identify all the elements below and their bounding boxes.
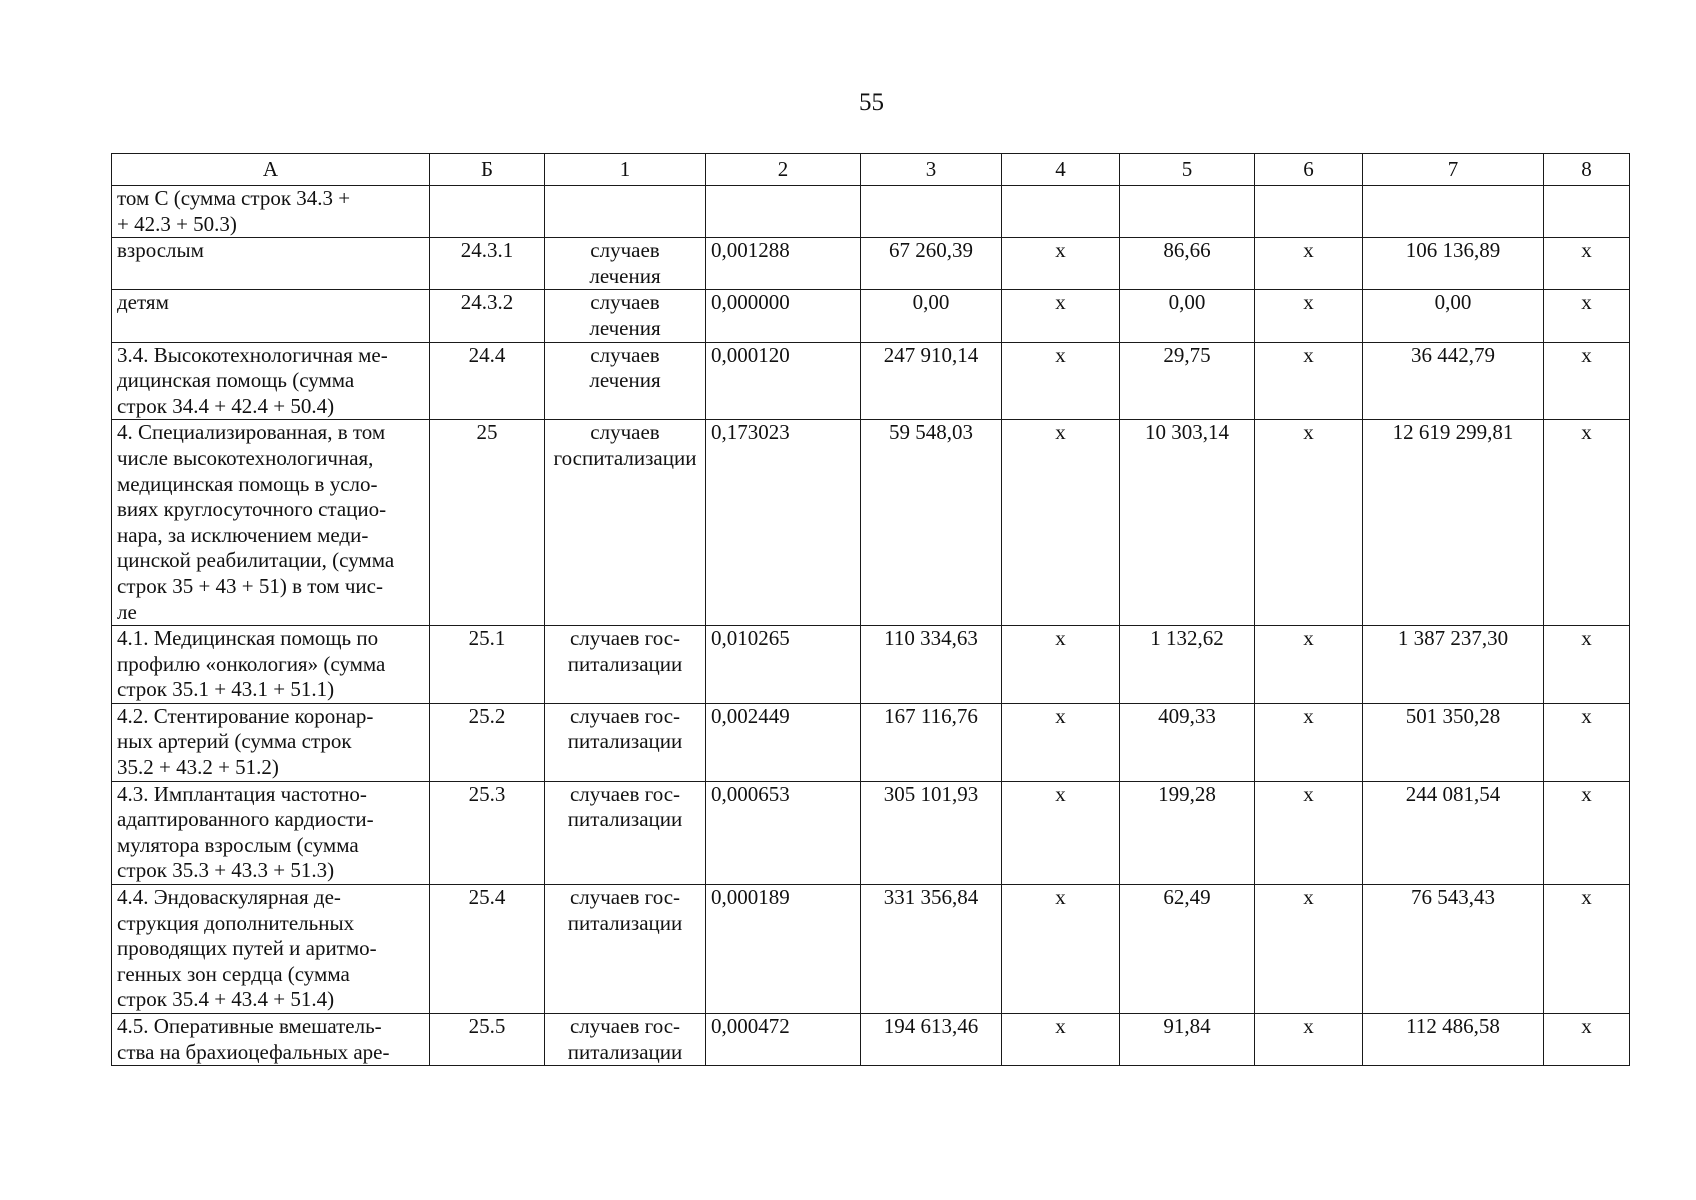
cell-line: х bbox=[1303, 290, 1314, 315]
cell-c7 bbox=[1363, 781, 1544, 884]
data-table bbox=[111, 153, 1630, 1066]
cell-c1 bbox=[545, 420, 706, 626]
cell-line: лечения bbox=[589, 263, 661, 288]
cell-c8 bbox=[1544, 885, 1630, 1014]
cell-line: адаптированного кардиости- bbox=[117, 807, 374, 832]
cell-c1 bbox=[545, 703, 706, 781]
cell-c2 bbox=[706, 342, 861, 420]
cell-line: 247 910,14 bbox=[883, 342, 979, 367]
cell-c8 bbox=[1544, 626, 1630, 704]
cell-line: случаев гос- bbox=[569, 781, 681, 806]
cell-c6 bbox=[1255, 703, 1363, 781]
cell-line: х bbox=[1581, 290, 1592, 315]
cell-line: питализации bbox=[567, 910, 683, 935]
cell-line: 305 101,93 bbox=[883, 781, 979, 806]
cell-line: х bbox=[1055, 342, 1066, 367]
cell-line: х bbox=[1055, 420, 1066, 445]
cell-c4 bbox=[1002, 186, 1120, 238]
cell-c2 bbox=[706, 885, 861, 1014]
cell-c6 bbox=[1255, 885, 1363, 1014]
cell-c5 bbox=[1120, 1014, 1255, 1066]
header-row bbox=[112, 154, 1630, 186]
cell-line: 112 486,58 bbox=[1406, 1014, 1500, 1038]
cell-line: 199,28 bbox=[1158, 781, 1216, 806]
cell-line: 0,010265 bbox=[711, 626, 790, 651]
cell-line: мулятора взрослым (сумма bbox=[117, 832, 359, 857]
cell-c8 bbox=[1544, 703, 1630, 781]
cell-line: случаев bbox=[590, 420, 660, 445]
cell-line: дицинская помощь (сумма bbox=[117, 368, 355, 393]
cell-line: х bbox=[1581, 885, 1592, 910]
cell-c2 bbox=[706, 1014, 861, 1066]
cell-line: 0,00 bbox=[1434, 290, 1472, 315]
cell-c1 bbox=[545, 1014, 706, 1066]
cell-line: 76 543,43 bbox=[1411, 885, 1495, 910]
cell-b bbox=[430, 626, 545, 704]
cell-a bbox=[112, 1014, 430, 1066]
cell-line: питализации bbox=[567, 807, 683, 832]
cell-c7 bbox=[1363, 626, 1544, 704]
column-header-1: 1 bbox=[545, 154, 706, 186]
cell-c3 bbox=[861, 186, 1002, 238]
cell-c3 bbox=[861, 290, 1002, 342]
cell-c6 bbox=[1255, 1014, 1363, 1066]
cell-a bbox=[112, 885, 430, 1014]
table-body bbox=[112, 186, 1630, 1066]
cell-line: питализации bbox=[567, 651, 683, 676]
cell-line: 1 387 237,30 bbox=[1397, 626, 1509, 651]
cell-line: х bbox=[1303, 885, 1314, 910]
cell-line: 0,00 bbox=[1168, 290, 1206, 315]
cell-c2 bbox=[706, 290, 861, 342]
cell-line: х bbox=[1055, 885, 1066, 910]
cell-line: взрослым bbox=[117, 238, 204, 263]
cell-line: х bbox=[1055, 781, 1066, 806]
cell-c2 bbox=[706, 238, 861, 290]
cell-a bbox=[112, 238, 430, 290]
cell-line: 0,000653 bbox=[711, 781, 790, 806]
cell-line: х bbox=[1303, 781, 1314, 806]
cell-b bbox=[430, 238, 545, 290]
cell-line: питализации bbox=[567, 1039, 683, 1064]
cell-c5 bbox=[1120, 238, 1255, 290]
cell-line: случаев гос- bbox=[569, 626, 681, 651]
cell-line: 24.3.2 bbox=[460, 290, 514, 315]
cell-line: х bbox=[1055, 1014, 1066, 1038]
table-row bbox=[112, 626, 1630, 704]
cell-line: х bbox=[1303, 342, 1314, 367]
cell-c1 bbox=[545, 342, 706, 420]
cell-c3 bbox=[861, 342, 1002, 420]
cell-c3 bbox=[861, 626, 1002, 704]
cell-line: 4.3. Имплантация частотно- bbox=[117, 781, 367, 806]
cell-c1 bbox=[545, 290, 706, 342]
cell-c7 bbox=[1363, 420, 1544, 626]
cell-line: детям bbox=[117, 290, 169, 315]
cell-line: х bbox=[1055, 290, 1066, 315]
cell-line: 91,84 bbox=[1163, 1014, 1211, 1038]
cell-line: строк 35.4 + 43.4 + 51.4) bbox=[117, 987, 335, 1012]
cell-line: лечения bbox=[589, 368, 661, 393]
cell-line: 4. Специализированная, в том bbox=[117, 420, 386, 445]
column-header-7: 7 bbox=[1363, 154, 1544, 186]
cell-c5 bbox=[1120, 290, 1255, 342]
column-header-5: 5 bbox=[1120, 154, 1255, 186]
cell-line: 331 356,84 bbox=[883, 885, 979, 910]
cell-c6 bbox=[1255, 420, 1363, 626]
cell-line: случаев bbox=[590, 290, 660, 315]
cell-line: х bbox=[1581, 420, 1592, 445]
cell-line: случаев гос- bbox=[569, 703, 681, 728]
cell-c6 bbox=[1255, 186, 1363, 238]
cell-line: 110 334,63 bbox=[884, 626, 978, 651]
cell-line: медицинская помощь в усло- bbox=[117, 471, 378, 496]
cell-b bbox=[430, 781, 545, 884]
cell-line: виях круглосуточного стацио- bbox=[117, 497, 387, 522]
cell-c7 bbox=[1363, 1014, 1544, 1066]
cell-line: числе высокотехнологичная, bbox=[117, 445, 374, 470]
cell-line: 194 613,46 bbox=[883, 1014, 979, 1038]
cell-c5 bbox=[1120, 703, 1255, 781]
cell-c3 bbox=[861, 885, 1002, 1014]
cell-c4 bbox=[1002, 781, 1120, 884]
cell-line: 25.1 bbox=[468, 626, 506, 651]
cell-line: х bbox=[1055, 238, 1066, 263]
cell-line: х bbox=[1581, 703, 1592, 728]
cell-c5 bbox=[1120, 626, 1255, 704]
cell-b bbox=[430, 186, 545, 238]
cell-line: нара, за исключением меди- bbox=[117, 522, 369, 547]
cell-line: случаев bbox=[590, 342, 660, 367]
cell-c5 bbox=[1120, 186, 1255, 238]
cell-line: х bbox=[1581, 781, 1592, 806]
cell-c4 bbox=[1002, 703, 1120, 781]
cell-line: 0,000000 bbox=[711, 290, 790, 315]
cell-line: 3.4. Высокотехнологичная ме- bbox=[117, 342, 388, 367]
table-row bbox=[112, 342, 1630, 420]
cell-line: том С (сумма строк 34.3 + bbox=[117, 186, 351, 210]
cell-line: 244 081,54 bbox=[1405, 781, 1501, 806]
cell-c8 bbox=[1544, 238, 1630, 290]
cell-line: 0,000189 bbox=[711, 885, 790, 910]
cell-c6 bbox=[1255, 626, 1363, 704]
cell-line: 86,66 bbox=[1163, 238, 1211, 263]
cell-c5 bbox=[1120, 342, 1255, 420]
cell-c4 bbox=[1002, 885, 1120, 1014]
cell-line: 0,002449 bbox=[711, 703, 790, 728]
cell-c1 bbox=[545, 885, 706, 1014]
cell-line: 24.4 bbox=[468, 342, 506, 367]
column-header-4: 4 bbox=[1002, 154, 1120, 186]
cell-line: 25.2 bbox=[468, 703, 506, 728]
cell-line: генных зон сердца (сумма bbox=[117, 961, 350, 986]
cell-line: 35.2 + 43.2 + 51.2) bbox=[117, 755, 279, 780]
cell-c4 bbox=[1002, 342, 1120, 420]
cell-a bbox=[112, 626, 430, 704]
cell-line: х bbox=[1303, 626, 1314, 651]
cell-c3 bbox=[861, 420, 1002, 626]
cell-line: проводящих путей и аритмо- bbox=[117, 936, 377, 961]
cell-line: х bbox=[1303, 238, 1314, 263]
cell-line: х bbox=[1581, 626, 1592, 651]
cell-c2 bbox=[706, 420, 861, 626]
table-row bbox=[112, 1014, 1630, 1066]
cell-line: 24.3.1 bbox=[460, 238, 514, 263]
cell-line: 501 350,28 bbox=[1405, 703, 1501, 728]
cell-line: х bbox=[1581, 342, 1592, 367]
cell-line: 29,75 bbox=[1163, 342, 1211, 367]
cell-a bbox=[112, 703, 430, 781]
cell-line: 62,49 bbox=[1163, 885, 1211, 910]
cell-c5 bbox=[1120, 885, 1255, 1014]
cell-b bbox=[430, 290, 545, 342]
cell-c8 bbox=[1544, 420, 1630, 626]
cell-line: профилю «онкология» (сумма bbox=[117, 651, 386, 676]
table-row bbox=[112, 703, 1630, 781]
cell-line: случаев гос- bbox=[569, 1014, 681, 1038]
cell-line: х bbox=[1055, 703, 1066, 728]
cell-c4 bbox=[1002, 1014, 1120, 1066]
cell-c6 bbox=[1255, 781, 1363, 884]
cell-b bbox=[430, 1014, 545, 1066]
cell-c7 bbox=[1363, 703, 1544, 781]
cell-c3 bbox=[861, 1014, 1002, 1066]
cell-c1 bbox=[545, 626, 706, 704]
cell-line: 0,00 bbox=[912, 290, 950, 315]
cell-c7 bbox=[1363, 186, 1544, 238]
cell-line: лечения bbox=[589, 315, 661, 340]
cell-c8 bbox=[1544, 781, 1630, 884]
cell-c1 bbox=[545, 238, 706, 290]
cell-line: строк 34.4 + 42.4 + 50.4) bbox=[117, 393, 335, 418]
cell-c2 bbox=[706, 781, 861, 884]
cell-c3 bbox=[861, 238, 1002, 290]
cell-line: 0,000472 bbox=[711, 1014, 790, 1038]
cell-line: 0,001288 bbox=[711, 238, 790, 263]
column-header-8: 8 bbox=[1544, 154, 1630, 186]
cell-b bbox=[430, 703, 545, 781]
cell-line: цинской реабилитации, (сумма bbox=[117, 548, 395, 573]
cell-line: 4.2. Стентирование коронар- bbox=[117, 703, 374, 728]
cell-c2 bbox=[706, 186, 861, 238]
cell-line: ных артерий (сумма строк bbox=[117, 729, 352, 754]
table-row bbox=[112, 885, 1630, 1014]
cell-b bbox=[430, 885, 545, 1014]
cell-c7 bbox=[1363, 290, 1544, 342]
cell-line: 0,000120 bbox=[711, 342, 790, 367]
table-row bbox=[112, 781, 1630, 884]
cell-line: 25.5 bbox=[468, 1014, 506, 1038]
cell-line: случаев гос- bbox=[569, 885, 681, 910]
cell-a bbox=[112, 420, 430, 626]
cell-c5 bbox=[1120, 420, 1255, 626]
cell-c2 bbox=[706, 703, 861, 781]
cell-a bbox=[112, 186, 430, 238]
cell-line: 1 132,62 bbox=[1150, 626, 1224, 651]
cell-line: госпитализации bbox=[553, 445, 697, 470]
cell-line: х bbox=[1303, 420, 1314, 445]
cell-c1 bbox=[545, 186, 706, 238]
cell-line: 4.1. Медицинская помощь по bbox=[117, 626, 379, 651]
cell-line: 25.3 bbox=[468, 781, 506, 806]
cell-line: питализации bbox=[567, 729, 683, 754]
cell-line: ле bbox=[117, 599, 137, 624]
cell-c1 bbox=[545, 781, 706, 884]
cell-b bbox=[430, 420, 545, 626]
cell-c6 bbox=[1255, 238, 1363, 290]
cell-line: струкция дополнительных bbox=[117, 910, 355, 935]
cell-a bbox=[112, 342, 430, 420]
table-row bbox=[112, 186, 1630, 238]
cell-c5 bbox=[1120, 781, 1255, 884]
column-header-6: 6 bbox=[1255, 154, 1363, 186]
cell-c8 bbox=[1544, 186, 1630, 238]
cell-line: 25.4 bbox=[468, 885, 506, 910]
cell-c4 bbox=[1002, 626, 1120, 704]
cell-c3 bbox=[861, 703, 1002, 781]
cell-line: х bbox=[1303, 703, 1314, 728]
cell-c6 bbox=[1255, 342, 1363, 420]
cell-line: 167 116,76 bbox=[884, 703, 978, 728]
cell-c2 bbox=[706, 626, 861, 704]
cell-line: 106 136,89 bbox=[1405, 238, 1501, 263]
cell-line: х bbox=[1303, 1014, 1314, 1038]
cell-c7 bbox=[1363, 238, 1544, 290]
cell-c8 bbox=[1544, 1014, 1630, 1066]
cell-line: строк 35.3 + 43.3 + 51.3) bbox=[117, 858, 335, 883]
cell-c4 bbox=[1002, 290, 1120, 342]
cell-c7 bbox=[1363, 885, 1544, 1014]
column-header-b: Б bbox=[430, 154, 545, 186]
cell-line: 36 442,79 bbox=[1411, 342, 1495, 367]
cell-line: 59 548,03 bbox=[889, 420, 973, 445]
cell-line: х bbox=[1581, 238, 1592, 263]
cell-line: 4.4. Эндоваскулярная де- bbox=[117, 885, 341, 910]
cell-line: 67 260,39 bbox=[889, 238, 973, 263]
cell-a bbox=[112, 781, 430, 884]
cell-line: + 42.3 + 50.3) bbox=[117, 211, 237, 236]
cell-line: 12 619 299,81 bbox=[1392, 420, 1514, 445]
cell-line: 409,33 bbox=[1158, 703, 1216, 728]
page-number: 55 bbox=[859, 89, 884, 116]
cell-line: ства на брахиоцефальных аре- bbox=[117, 1039, 390, 1064]
cell-line: 10 303,14 bbox=[1145, 420, 1229, 445]
column-header-a: А bbox=[112, 154, 430, 186]
column-header-2: 2 bbox=[706, 154, 861, 186]
cell-line: 25 bbox=[476, 420, 498, 445]
cell-c6 bbox=[1255, 290, 1363, 342]
cell-b bbox=[430, 342, 545, 420]
table-row bbox=[112, 238, 1630, 290]
cell-line: случаев bbox=[590, 238, 660, 263]
cell-a bbox=[112, 290, 430, 342]
cell-line: х bbox=[1581, 1014, 1592, 1038]
cell-line: строк 35 + 43 + 51) в том чис- bbox=[117, 573, 383, 598]
cell-line: 0,173023 bbox=[711, 420, 790, 445]
cell-line: х bbox=[1055, 626, 1066, 651]
cell-c3 bbox=[861, 781, 1002, 884]
cell-c8 bbox=[1544, 342, 1630, 420]
column-header-3: 3 bbox=[861, 154, 1002, 186]
cell-c7 bbox=[1363, 342, 1544, 420]
table-row bbox=[112, 420, 1630, 626]
cell-c8 bbox=[1544, 290, 1630, 342]
cell-line: 4.5. Оперативные вмешатель- bbox=[117, 1014, 382, 1038]
cell-c4 bbox=[1002, 238, 1120, 290]
cell-c4 bbox=[1002, 420, 1120, 626]
table-row bbox=[112, 290, 1630, 342]
cell-line: строк 35.1 + 43.1 + 51.1) bbox=[117, 677, 335, 702]
